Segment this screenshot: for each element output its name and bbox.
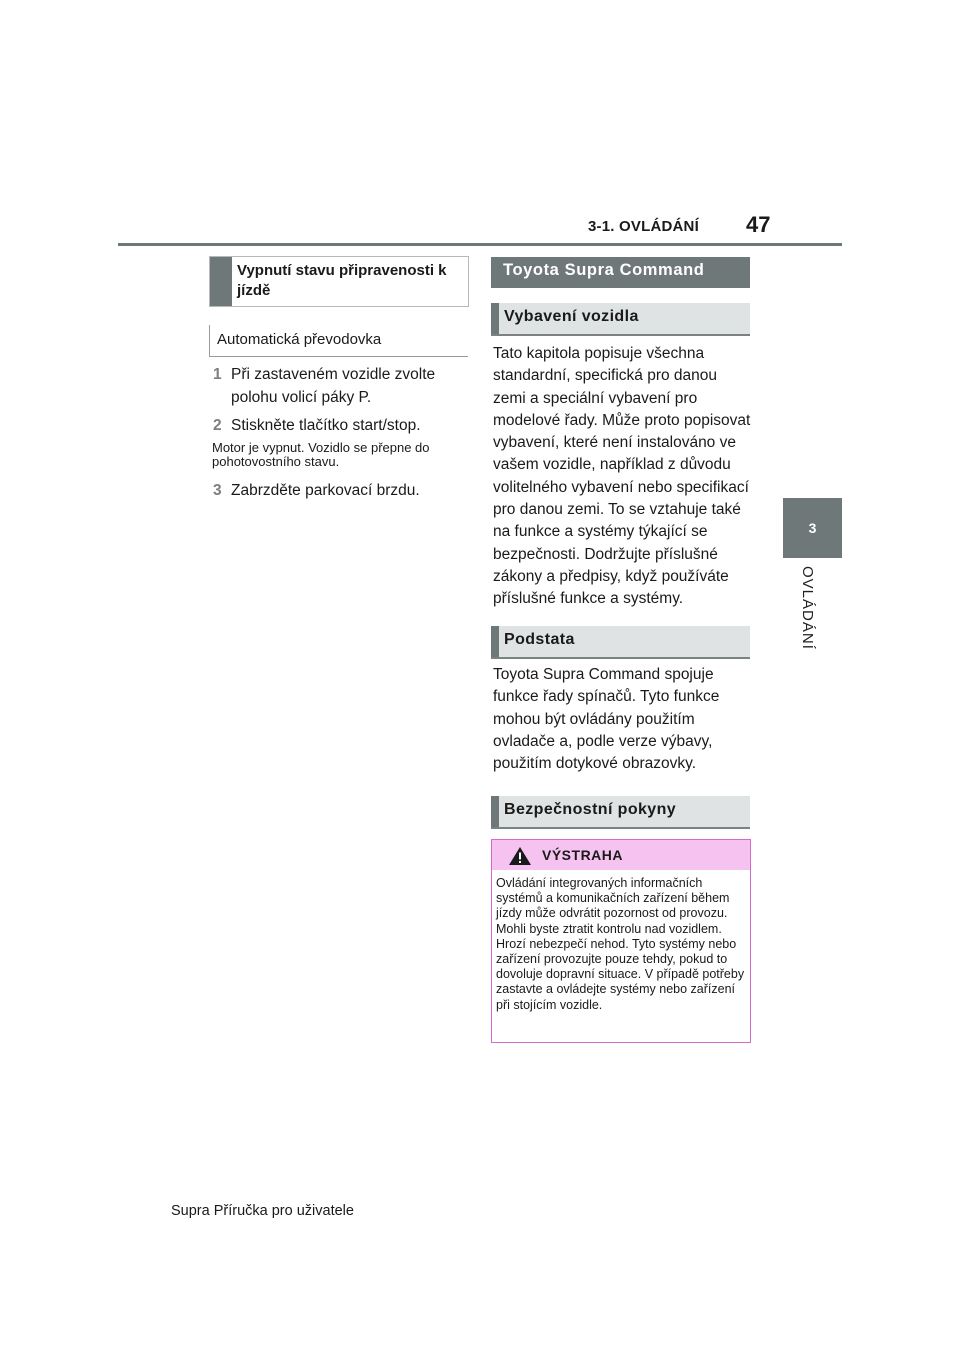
- step-text: Zabrzděte parkovací brzdu.: [231, 482, 420, 499]
- step-number: 1: [213, 366, 222, 383]
- warning-box: [491, 839, 751, 1043]
- step-item: [213, 414, 463, 437]
- warning-header: [492, 840, 750, 870]
- banner-accent-bar: [491, 796, 499, 827]
- section-title: Toyota Supra Command: [503, 261, 705, 279]
- subsection-title: Vybavení vozidla: [504, 308, 639, 325]
- warning-title: VÝSTRAHA: [542, 847, 624, 863]
- chapter-tab-label: OVLÁDÁNÍ: [799, 566, 816, 650]
- subsection-heading-box: [209, 325, 468, 357]
- subsection-title: Podstata: [504, 631, 575, 648]
- page-number: 47: [746, 212, 771, 237]
- subsection-title: Bezpečnostní pokyny: [504, 801, 677, 818]
- step-number: 2: [213, 417, 222, 434]
- header-divider: [118, 243, 842, 246]
- section-banner: [491, 257, 750, 288]
- step-text: Stiskněte tlačítko start/stop.: [231, 417, 421, 434]
- subsection-banner-podstata: [491, 626, 750, 659]
- chapter-tab-number: 3: [808, 520, 817, 536]
- subsection-banner-vybaveni: [491, 303, 750, 336]
- warning-triangle-icon: [508, 846, 532, 866]
- banner-accent-bar: [491, 303, 499, 334]
- subsection-heading: Automatická převodovka: [217, 331, 382, 348]
- footer-text: Supra Příručka pro uživatele: [171, 1203, 354, 1219]
- heading-accent-bar: [210, 257, 232, 306]
- chapter-label: 3-1. OVLÁDÁNÍ: [588, 218, 699, 235]
- paragraph-vybaveni: Tato kapitola popisuje všechna standardní, specifická pro danou zemi a speciální vybavení pro modelové řady. Může proto popisovat vybavení, které není instalováno ve vašem vozidle, například z důvodu volitelného vybavení nebo specifikací pro danou zemi. To se vztahuje také na funkce a systémy týkající se bezpečnosti. Dodržujte příslušné zákony a předpisy, když používáte příslušné funkce a systémy.: [493, 345, 751, 608]
- step-note: Motor je vypnut. Vozidlo se přepne do pohotovostního stavu.: [212, 440, 430, 469]
- paragraph-podstata: Toyota Supra Command spojuje funkce řady spínačů. Tyto funkce mohou být ovládány použitím ovladače a, podle verze výbavy, použitím dotykové obrazovky.: [493, 666, 720, 773]
- step-text: Při zastaveném vozidle zvolte polohu volicí páky P.: [231, 366, 436, 406]
- step-item: [213, 363, 463, 409]
- subsection-banner-bezpecnost: [491, 796, 750, 829]
- step-item: [213, 479, 463, 502]
- chapter-tab: [783, 498, 842, 558]
- section-heading-box: [209, 256, 469, 307]
- banner-accent-bar: [491, 626, 499, 657]
- warning-text: Ovládání integrovaných informačních systémů a komunikačních zařízení během jízdy může odvrátit pozornost od provozu. Mohli byste ztratit kontrolu nad vozidlem. Hrozí nebezpečí nehod. Tyto systémy nebo zařízení provozujte pouze tehdy, pokud to dovoluje dopravní situace. V případě potřeby zastavte a ovládejte systémy nebo zařízení při stojícím vozidle.: [496, 876, 745, 1012]
- section-heading: Vypnutí stavu připravenosti k jízdě: [237, 262, 447, 299]
- step-number: 3: [213, 482, 222, 499]
